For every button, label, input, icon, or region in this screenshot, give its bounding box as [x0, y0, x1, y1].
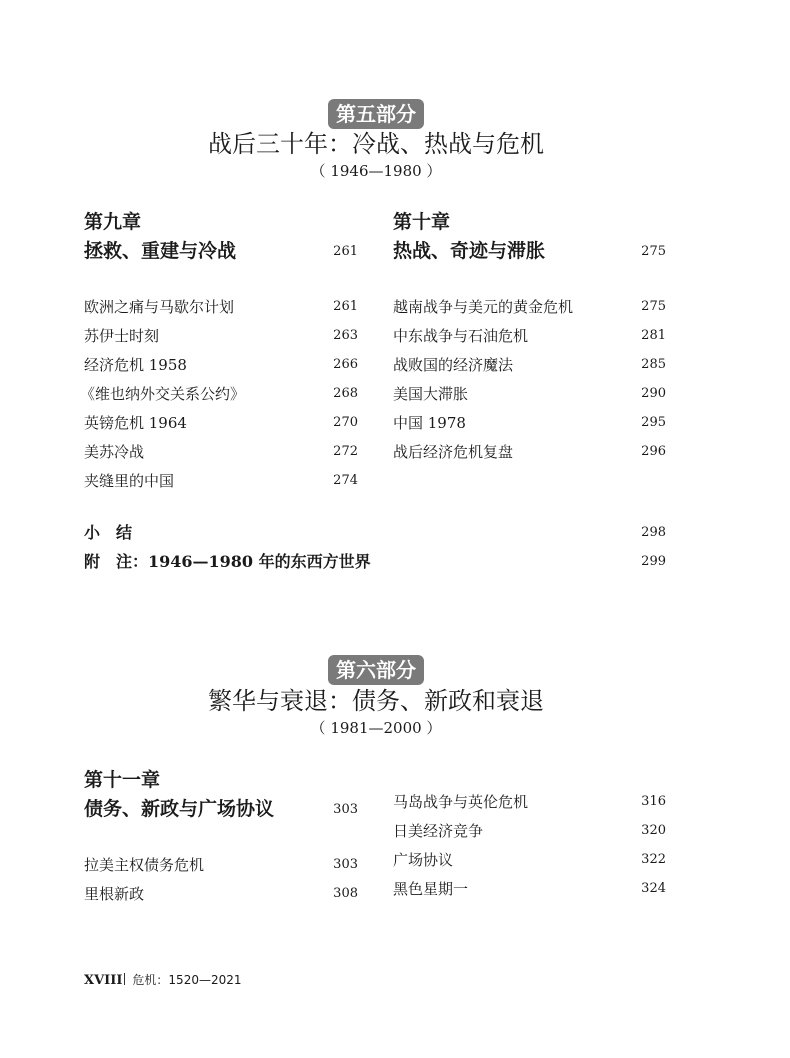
toc-entry: 英镑危机 1964 — [84, 414, 187, 432]
toc-page: 272 — [333, 444, 358, 459]
toc-page: 263 — [333, 328, 358, 343]
toc-page: 308 — [333, 886, 358, 901]
summary-title: 小 结 — [84, 523, 133, 542]
toc-entry: 日美经济竞争 — [393, 822, 484, 840]
toc-entry: 广场协议 — [393, 851, 454, 869]
footer-book-title: 危机：1520—2021 — [132, 973, 242, 987]
toc-page: 268 — [333, 386, 358, 401]
toc-entry: 欧洲之痛与马歇尔计划 — [84, 298, 235, 316]
toc-page: 316 — [641, 794, 666, 809]
chapter10-label: 第十章 — [393, 211, 451, 233]
appendix-page: 299 — [641, 554, 666, 569]
toc-page: 266 — [333, 357, 358, 372]
part6-title: 繁华与衰退：债务、新政和衰退 — [208, 687, 544, 715]
toc-entry: 美苏冷战 — [84, 443, 145, 461]
chapter10-title: 热战、奇迹与滞胀 — [393, 240, 546, 262]
toc-entry: 黑色星期一 — [393, 880, 469, 898]
footer-divider — [124, 973, 125, 985]
toc-entry: 战后经济危机复盘 — [393, 443, 514, 461]
page-footer — [84, 970, 242, 991]
toc-entry: 里根新政 — [84, 885, 145, 903]
toc-page: 270 — [333, 415, 358, 430]
chapter11-page: 303 — [333, 802, 358, 817]
toc-page: 324 — [641, 881, 666, 896]
toc-page: 281 — [641, 328, 666, 343]
chapter9-label: 第九章 — [84, 211, 142, 233]
part5-years: （ 1946—1980 ） — [310, 162, 442, 180]
toc-entry: 中东战争与石油危机 — [393, 327, 529, 345]
part6-years: （ 1981—2000 ） — [310, 719, 442, 737]
chapter11-label: 第十一章 — [84, 769, 161, 791]
toc-page: 285 — [641, 357, 666, 372]
toc-entry: 夹缝里的中国 — [84, 472, 175, 490]
chapter10-page: 275 — [641, 244, 666, 259]
part6-label: 第六部分 — [328, 655, 424, 685]
part5-title: 战后三十年：冷战、热战与危机 — [208, 130, 544, 158]
toc-entry: 拉美主权债务危机 — [84, 856, 205, 874]
toc-page: 275 — [641, 299, 666, 314]
appendix-title: 附 注：1946—1980 年的东西方世界 — [84, 552, 371, 571]
toc-page: 274 — [333, 473, 358, 488]
toc-entry: 经济危机 1958 — [84, 356, 187, 374]
chapter11-title: 债务、新政与广场协议 — [84, 798, 275, 820]
toc-entry: 《维也纳外交关系公约》 — [80, 385, 246, 403]
part5-label: 第五部分 — [328, 99, 424, 129]
toc-page: 303 — [333, 857, 358, 872]
toc-page: 296 — [641, 444, 666, 459]
toc-page: 322 — [641, 852, 666, 867]
toc-page: 290 — [641, 386, 666, 401]
toc-entry: 美国大滞胀 — [393, 385, 469, 403]
toc-page: 320 — [641, 823, 666, 838]
toc-entry: 苏伊士时刻 — [84, 327, 160, 345]
chapter9-page: 261 — [333, 244, 358, 259]
toc-entry: 战败国的经济魔法 — [393, 356, 514, 374]
toc-entry: 中国 1978 — [393, 414, 466, 432]
chapter9-title: 拯救、重建与冷战 — [84, 240, 237, 262]
toc-page: 261 — [333, 299, 358, 314]
toc-entry: 马岛战争与英伦危机 — [393, 793, 529, 811]
footer-page-number: XVIII — [84, 973, 123, 988]
toc-entry: 越南战争与美元的黄金危机 — [393, 298, 574, 316]
toc-page: 295 — [641, 415, 666, 430]
summary-page: 298 — [641, 525, 666, 540]
